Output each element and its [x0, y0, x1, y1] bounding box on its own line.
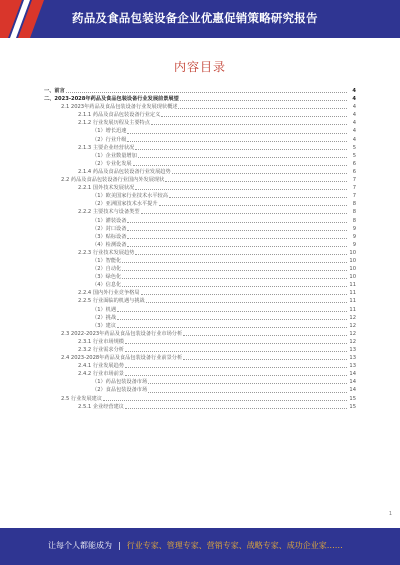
toc-entry-label: （4）检测设备 — [92, 241, 127, 248]
toc-leader-dots — [117, 311, 347, 312]
toc-entry-label: （2）专业化发展 — [92, 160, 132, 167]
toc-leader-dots — [122, 262, 347, 263]
toc-entry-label: （3）贴标设备 — [92, 233, 127, 240]
toc-entry-label: 2.1.1 药品及食品包装设备行业定义 — [78, 112, 161, 119]
toc-leader-dots — [122, 270, 347, 271]
report-title: 药品及食品包装设备企业优惠促销策略研究报告 — [72, 11, 318, 25]
toc-entry-label: 2.2.2 主要技术与设备类型 — [78, 209, 140, 216]
toc-entry[interactable] — [44, 370, 356, 378]
toc-entry-page: 12 — [349, 322, 356, 329]
toc-entry[interactable] — [44, 111, 356, 119]
toc-entry[interactable] — [44, 184, 356, 192]
toc-entry[interactable] — [44, 354, 356, 362]
toc-entry-label: （2）亚洲国家技术水平提升 — [92, 201, 158, 208]
toc-leader-dots — [117, 319, 347, 320]
toc-entry-page: 10 — [349, 249, 356, 256]
toc-entry-label: 2.2 药品及食品包装设备行业国内外发展现状 — [61, 177, 165, 184]
table-of-contents — [44, 87, 356, 411]
toc-entry-page: 12 — [349, 330, 356, 337]
toc-entry-page: 4 — [352, 96, 356, 103]
footer-slogan-line — [48, 540, 343, 551]
toc-entry[interactable] — [44, 257, 356, 265]
toc-leader-dots — [125, 367, 347, 368]
toc-entry-page: 10 — [349, 274, 356, 281]
toc-leader-dots — [161, 116, 347, 117]
toc-entry[interactable] — [44, 241, 356, 249]
toc-leader-dots — [122, 278, 347, 279]
toc-entry-page: 7 — [352, 177, 356, 184]
toc-entry-page: 13 — [349, 347, 356, 353]
toc-entry[interactable] — [44, 273, 356, 281]
page-number: 1 — [388, 511, 392, 517]
toc-entry-page: 5 — [352, 152, 356, 159]
toc-entry-label: （3）绿色化 — [92, 274, 122, 281]
toc-heading: 内容目录 — [173, 60, 226, 74]
toc-leader-dots — [127, 141, 347, 142]
toc-entry-page: 15 — [349, 403, 356, 410]
toc-entry-page: 9 — [352, 233, 356, 240]
toc-entry[interactable] — [44, 249, 356, 257]
toc-entry[interactable] — [44, 87, 356, 95]
footer-separator: | — [118, 541, 121, 550]
toc-leader-dots — [135, 254, 347, 255]
toc-entry-page: 11 — [349, 306, 356, 313]
toc-entry[interactable] — [44, 233, 356, 241]
toc-entry-label: （1）企业数量增加 — [92, 152, 137, 159]
toc-leader-dots — [141, 213, 347, 214]
toc-entry-page: 13 — [349, 355, 356, 362]
toc-entry-label: 一、前言 — [44, 88, 65, 94]
toc-entry[interactable] — [44, 297, 356, 305]
toc-leader-dots — [103, 400, 347, 401]
report-footer — [0, 528, 400, 565]
toc-leader-dots — [146, 302, 347, 303]
toc-entry[interactable] — [44, 168, 356, 176]
toc-leader-dots — [148, 383, 347, 384]
toc-entry-page: 14 — [349, 379, 356, 386]
toc-leader-dots — [127, 222, 347, 223]
toc-entry-label: 2.5 行业发展建议 — [61, 395, 103, 402]
header-stripe-decoration — [0, 0, 52, 38]
toc-leader-dots — [138, 157, 347, 158]
toc-entry-page: 13 — [349, 363, 356, 370]
toc-entry[interactable] — [44, 395, 356, 403]
toc-entry-page: 7 — [352, 193, 356, 200]
toc-entry[interactable] — [44, 378, 356, 386]
toc-entry-label: 2.2.1 国外技术发展状况 — [78, 185, 135, 192]
toc-entry[interactable] — [44, 176, 356, 184]
toc-entry-label: 2.3 2022-2023年药品及食品包装设备行业市场分析 — [61, 330, 183, 337]
toc-entry[interactable] — [44, 136, 356, 144]
toc-entry-page: 10 — [349, 266, 356, 273]
toc-entry[interactable] — [44, 160, 356, 168]
toc-leader-dots — [183, 359, 347, 360]
toc-entry-label: 2.1.2 行业发展历程及主要特点 — [78, 120, 150, 127]
toc-entry-label: 2.2.4 国内外行业竞争格局 — [78, 290, 140, 297]
toc-entry-page: 4 — [352, 112, 356, 119]
toc-entry-page: 4 — [352, 120, 356, 127]
toc-leader-dots — [172, 173, 347, 174]
toc-entry-label: （1）欧美国家行业技术水平较高 — [92, 193, 168, 200]
toc-entry-page: 4 — [352, 88, 356, 94]
toc-leader-dots — [122, 286, 347, 287]
toc-entry-page: 11 — [349, 290, 356, 297]
toc-entry-page: 11 — [349, 282, 356, 289]
toc-entry-page: 12 — [349, 338, 356, 345]
toc-leader-dots — [180, 100, 347, 101]
toc-leader-dots — [127, 238, 347, 239]
toc-entry-label: 2.2.5 行业面临的机遇与挑战 — [78, 298, 145, 305]
toc-leader-dots — [66, 92, 347, 93]
toc-entry[interactable] — [44, 362, 356, 370]
toc-entry[interactable] — [44, 322, 356, 330]
toc-entry-page: 8 — [352, 201, 356, 208]
toc-entry-label: （1）机遇 — [92, 306, 117, 313]
toc-leader-dots — [151, 124, 347, 125]
toc-entry-label: （2）食品包装设备市场 — [92, 387, 148, 394]
toc-entry-page: 14 — [349, 371, 356, 378]
toc-entry-label: （3）建议 — [92, 322, 117, 329]
toc-leader-dots — [169, 197, 347, 198]
toc-leader-dots — [125, 351, 347, 352]
footer-slogan: 让每个人都能成为 — [48, 541, 112, 550]
toc-entry-page: 6 — [352, 168, 356, 175]
toc-leader-dots — [125, 408, 347, 409]
report-header — [0, 0, 400, 38]
toc-entry-page: 4 — [352, 136, 356, 143]
toc-entry-label: 2.1.4 药品及食品包装设备行业发展趋势 — [78, 168, 171, 175]
toc-entry-page: 11 — [349, 298, 356, 305]
footer-experts: 行业专家、管理专家、营销专家、战略专家、成功企业家…… — [126, 541, 343, 550]
toc-entry[interactable] — [44, 346, 356, 354]
toc-leader-dots — [159, 205, 347, 206]
toc-entry-page: 15 — [349, 395, 356, 402]
toc-entry-label: 2.5.1 企业经营建议 — [78, 403, 124, 410]
toc-entry-page: 4 — [352, 128, 356, 135]
toc-leader-dots — [135, 189, 347, 190]
toc-leader-dots — [133, 165, 347, 166]
toc-entry-label: 2.1.3 主要企业经营状况 — [78, 144, 135, 151]
toc-leader-dots — [127, 246, 347, 247]
toc-entry-label: （2）自动化 — [92, 266, 122, 273]
toc-entry[interactable] — [44, 265, 356, 273]
toc-entry-label: 2.2.3 行业技术发展趋势 — [78, 249, 135, 256]
toc-entry-label: （2）行业升级 — [92, 136, 127, 143]
toc-entry[interactable] — [44, 314, 356, 322]
toc-entry-page: 5 — [352, 144, 356, 151]
toc-entry-page: 12 — [349, 314, 356, 321]
toc-entry[interactable] — [44, 103, 356, 111]
toc-entry-page: 14 — [349, 387, 356, 394]
toc-entry-page: 9 — [352, 241, 356, 248]
toc-entry-label: （1）智能化 — [92, 257, 122, 264]
toc-entry-label: （2）挑战 — [92, 314, 117, 321]
toc-leader-dots — [135, 149, 347, 150]
toc-entry[interactable] — [44, 127, 356, 135]
toc-entry[interactable] — [44, 403, 356, 411]
toc-entry[interactable] — [44, 338, 356, 346]
toc-leader-dots — [178, 108, 347, 109]
toc-leader-dots — [125, 343, 347, 344]
toc-entry[interactable] — [44, 386, 356, 394]
toc-entry-label: （1）灌装设备 — [92, 217, 127, 224]
toc-entry[interactable] — [44, 225, 356, 233]
toc-leader-dots — [148, 392, 347, 393]
toc-entry-label: （1）增长迅速 — [92, 128, 127, 135]
toc-leader-dots — [127, 133, 347, 134]
toc-entry-page: 8 — [352, 217, 356, 224]
toc-entry[interactable] — [44, 152, 356, 160]
toc-leader-dots — [165, 181, 347, 182]
toc-entry[interactable] — [44, 217, 356, 225]
toc-entry[interactable] — [44, 281, 356, 289]
toc-entry-page: 6 — [352, 160, 356, 167]
toc-entry[interactable] — [44, 208, 356, 216]
toc-entry-label: 2.1 2023年药品及食品包装设备行业发展现状概述 — [61, 104, 178, 111]
toc-leader-dots — [141, 294, 347, 295]
toc-entry[interactable] — [44, 289, 356, 297]
toc-entry-page: 8 — [352, 209, 356, 216]
toc-entry-page: 9 — [352, 225, 356, 232]
toc-entry-page: 10 — [349, 257, 356, 264]
toc-entry-page: 4 — [352, 104, 356, 111]
toc-entry-label: （1）药品包装设备市场 — [92, 379, 148, 386]
toc-entry[interactable] — [44, 192, 356, 200]
toc-entry[interactable] — [44, 330, 356, 338]
toc-leader-dots — [183, 335, 347, 336]
toc-entry-label: 2.3.2 行业需求分析 — [78, 347, 124, 353]
toc-leader-dots — [117, 327, 347, 328]
toc-entry-label: 2.4.1 行业发展趋势 — [78, 363, 124, 370]
toc-entry-label: （2）封口设备 — [92, 225, 127, 232]
toc-entry[interactable] — [44, 95, 356, 103]
toc-entry[interactable] — [44, 200, 356, 208]
toc-entry[interactable] — [44, 119, 356, 127]
toc-entry-label: 2.4.2 行业市场前景 — [78, 371, 124, 378]
toc-leader-dots — [127, 230, 347, 231]
toc-entry-page: 7 — [352, 185, 356, 192]
toc-entry[interactable] — [44, 306, 356, 314]
toc-entry-label: 二、2023-2028年药品及食品包装设备行业发展前景展望 — [44, 96, 179, 103]
toc-entry[interactable] — [44, 144, 356, 152]
toc-entry-label: （4）信息化 — [92, 282, 122, 289]
toc-entry-label: 2.3.1 行业市场规模 — [78, 338, 124, 345]
toc-leader-dots — [125, 375, 347, 376]
toc-entry-label: 2.4 2023-2028年药品及食品包装设备行业前景分析 — [61, 355, 183, 362]
